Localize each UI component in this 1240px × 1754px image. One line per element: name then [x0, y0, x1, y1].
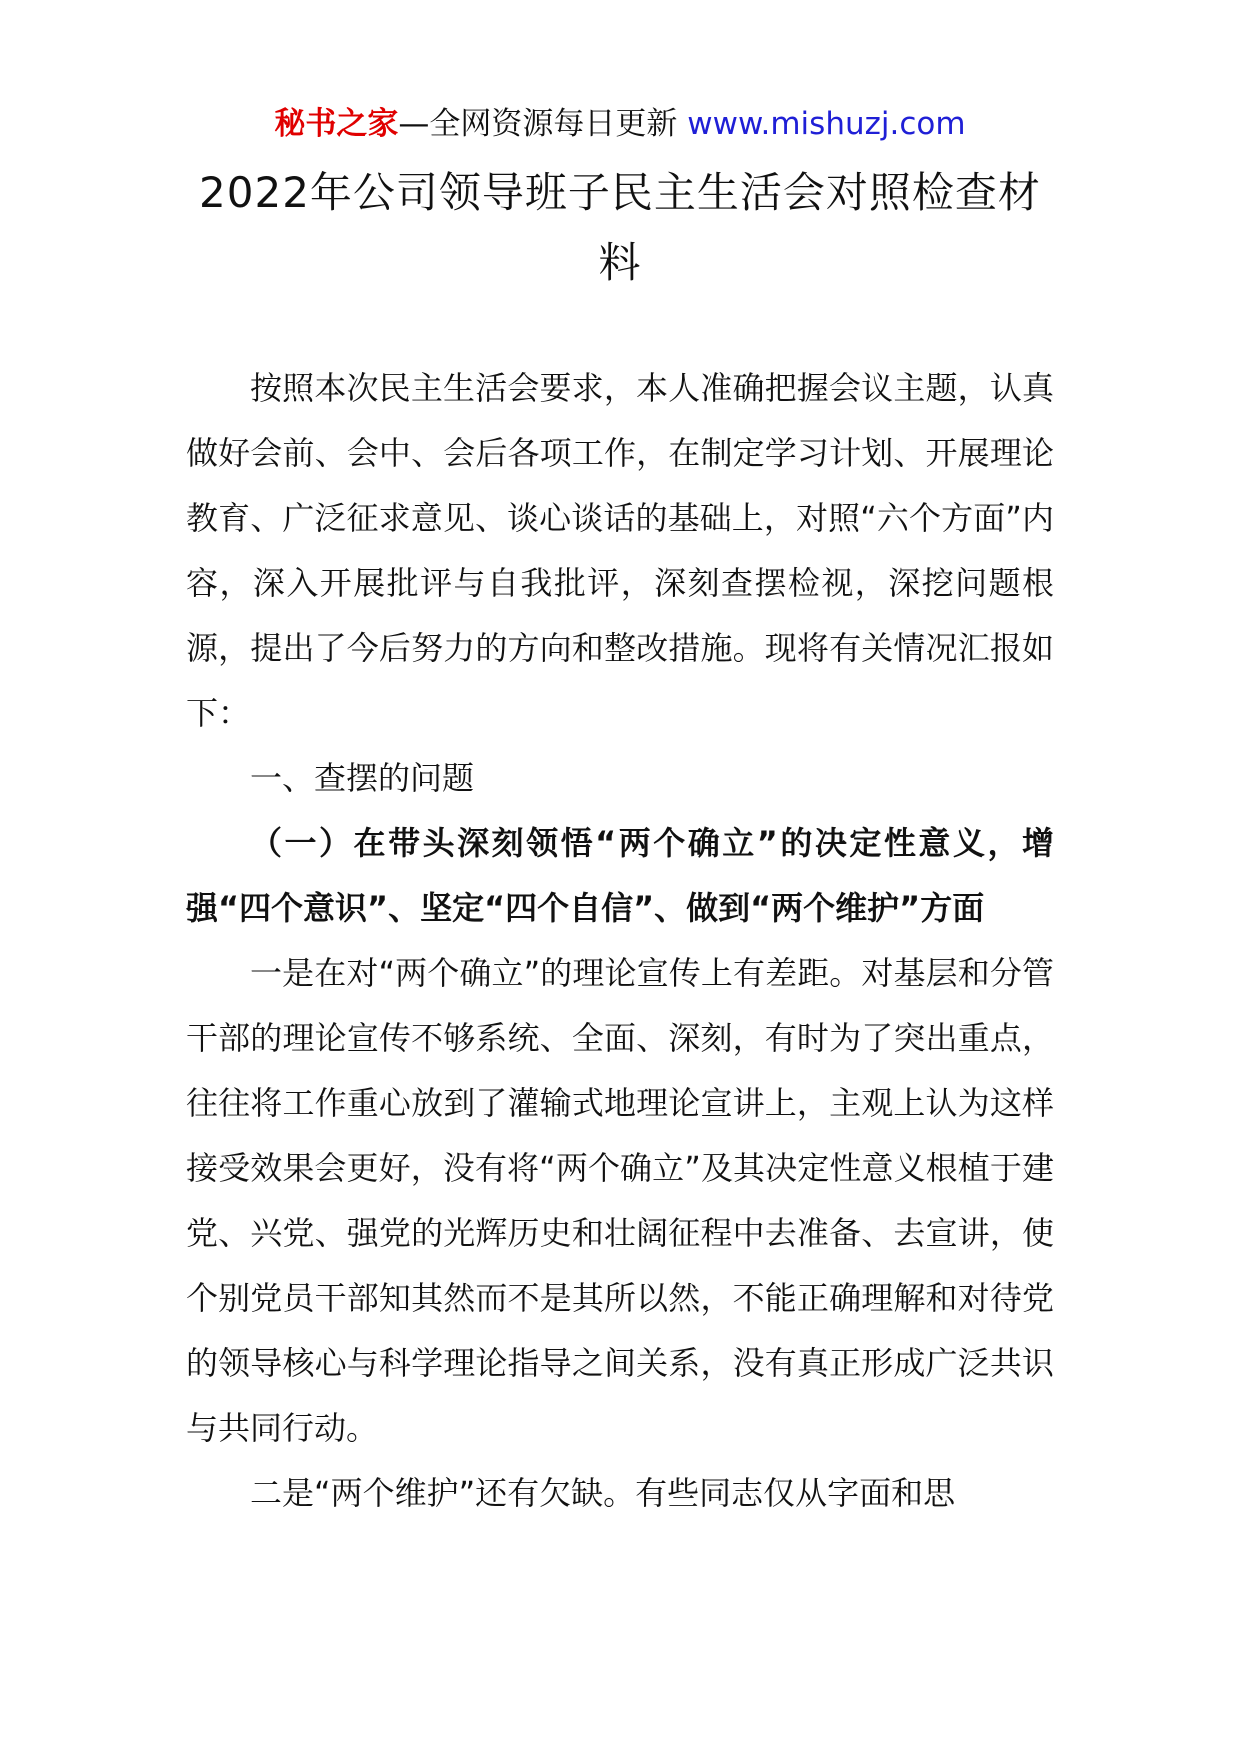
body-paragraph-2: 二是“两个维护”还有欠缺。有些同志仅从字面和思 — [250, 1474, 956, 1512]
document-body — [186, 356, 1054, 1526]
document-title: 2022年公司领导班子民主生活会对照检查材料 — [199, 168, 1041, 287]
brand-name: 秘书之家 — [274, 106, 399, 142]
banner-tagline: —全网资源每日更新 — [398, 106, 678, 142]
site-url-link[interactable]: www.mishuzj.com — [687, 106, 966, 142]
section-heading: 一、查摆的问题 — [250, 759, 475, 797]
intro-paragraph: 按照本次民主生活会要求，本人准确把握会议主题，认真做好会前、会中、会后各项工作，在制定学习计划、开展理论教育、广泛征求意见、谈心谈话的基础上，对照“六个方面”内容，深入开展批评与自我批评，深刻查摆检视，深挖问题根源，提出了今后努力的方向和整改措施。现将有关情况汇报如下： — [186, 369, 1054, 732]
site-banner — [0, 100, 1240, 148]
subsection-heading: （一）在带头深刻领悟“两个确立”的决定性意义，增强“四个意识”、坚定“四个自信”、做到“两个维护”方面 — [186, 824, 1054, 927]
body-paragraph-1: 一是在对“两个确立”的理论宣传上有差距。对基层和分管干部的理论宣传不够系统、全面、深刻，有时为了突出重点，往往将工作重心放到了灌输式地理论宣讲上，主观上认为这样接受效果会更好，没有将“两个确立”及其决定性意义根植于建党、兴党、强党的光辉历史和壮阔征程中去准备、去宣讲，使个别党员干部知其然而不是其所以然，不能正确理解和对待党的领导核心与科学理论指导之间关系，没有真正形成广泛共识与共同行动。 — [186, 954, 1054, 1447]
